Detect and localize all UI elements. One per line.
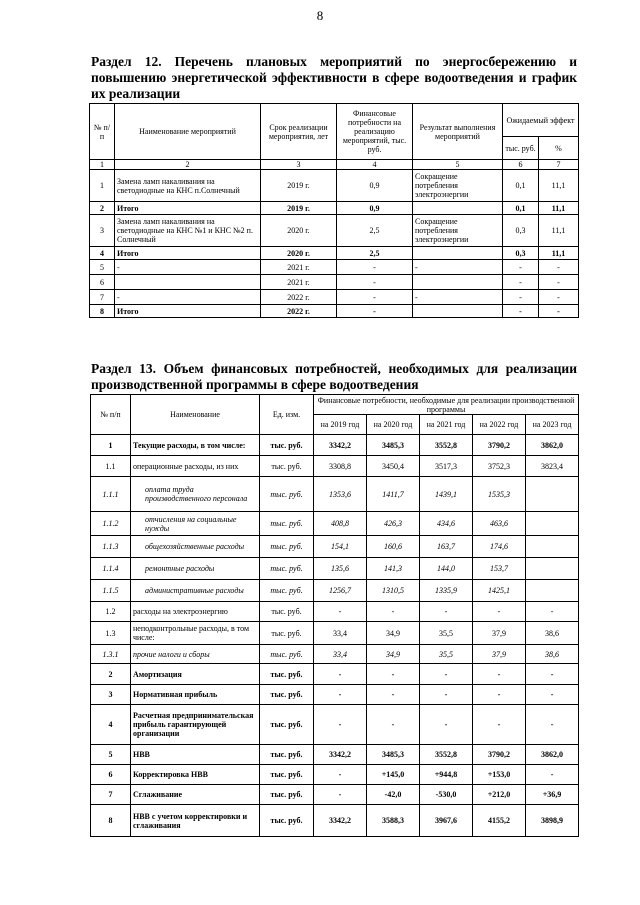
table-row	[90, 215, 579, 247]
section-12-table	[89, 103, 579, 318]
row-number: 8	[90, 305, 115, 318]
table-row	[91, 685, 579, 705]
value-cell: 38,6	[526, 622, 579, 645]
value-cell: 1335,9	[420, 580, 473, 602]
table-row	[91, 765, 579, 785]
row-number: 3	[91, 685, 131, 705]
row-name: НВВ с учетом корректировки и сглаживания	[131, 805, 260, 837]
value-cell: -	[526, 705, 579, 745]
effect-pct-cell: 11,1	[539, 215, 579, 247]
column-number: 2	[115, 160, 261, 170]
unit-cell: тыс. руб.	[260, 664, 314, 685]
col-header-effect-pct: %	[539, 137, 579, 160]
value-cell: +153,0	[473, 765, 526, 785]
table-row	[91, 536, 579, 558]
value-cell: 35,5	[420, 645, 473, 664]
table-row	[91, 456, 579, 477]
column-number: 5	[413, 160, 503, 170]
value-cell: -	[367, 602, 420, 622]
row-number: 2	[91, 664, 131, 685]
value-cell: 154,1	[314, 536, 367, 558]
value-cell: 3790,2	[473, 745, 526, 765]
table-row	[91, 622, 579, 645]
row-number: 1.2	[91, 602, 131, 622]
finance-cell: 2,5	[337, 247, 413, 260]
column-number: 3	[261, 160, 337, 170]
term-cell: 2020 г.	[261, 247, 337, 260]
unit-cell: тыс. руб.	[260, 622, 314, 645]
total-row	[90, 247, 579, 260]
total-row	[90, 305, 579, 318]
row-number: 2	[90, 202, 115, 215]
col-header-finance: Финансовые потребности на реализацию мероприятий, тыс. руб.	[337, 104, 413, 160]
row-name: Текущие расходы, в том числе:	[131, 435, 260, 456]
effect-rub-cell: 0,1	[503, 202, 539, 215]
value-cell: -	[526, 664, 579, 685]
measure-name: -	[115, 290, 261, 305]
column-number: 1	[90, 160, 115, 170]
value-cell: 3308,8	[314, 456, 367, 477]
unit-cell: тыс. руб.	[260, 765, 314, 785]
value-cell: 3898,9	[526, 805, 579, 837]
result-cell: Сокращение потребления электроэнергии	[413, 170, 503, 202]
value-cell: 3862,0	[526, 745, 579, 765]
measure-name: Замена ламп накаливания на светодиодные на КНС п.Солнечный	[115, 170, 261, 202]
total-row	[90, 202, 579, 215]
row-name: Корректировка НВВ	[131, 765, 260, 785]
value-cell: 141,3	[367, 558, 420, 580]
row-number: 1.3.1	[91, 645, 131, 664]
unit-cell: тыс. руб.	[260, 785, 314, 805]
measure-name: Итого	[115, 202, 261, 215]
value-cell	[526, 477, 579, 512]
measure-name: Замена ламп накаливания на светодиодные на КНС №1 и КНС №2 п. Солнечный	[115, 215, 261, 247]
finance-cell: -	[337, 305, 413, 318]
row-name: общехозяйственные расходы	[131, 536, 260, 558]
col-header-name: Наименование	[131, 395, 260, 435]
row-name: Сглаживание	[131, 785, 260, 805]
value-cell: 153,7	[473, 558, 526, 580]
value-cell: 3517,3	[420, 456, 473, 477]
value-cell: 3342,2	[314, 805, 367, 837]
row-number: 5	[90, 260, 115, 275]
value-cell: 33,4	[314, 645, 367, 664]
section-13-title: Раздел 13. Объем финансовых потребностей, необходимых для реализации производственной программы в сфере водоотведения	[91, 361, 577, 392]
effect-pct-cell: 11,1	[539, 247, 579, 260]
value-cell: 3752,3	[473, 456, 526, 477]
term-cell: 2021 г.	[261, 260, 337, 275]
term-cell: 2022 г.	[261, 290, 337, 305]
effect-pct-cell: -	[539, 290, 579, 305]
value-cell	[526, 558, 579, 580]
column-number: 7	[539, 160, 579, 170]
value-cell: -	[420, 602, 473, 622]
value-cell: 3790,2	[473, 435, 526, 456]
row-name: НВВ	[131, 745, 260, 765]
col-header-result: Результат выполнения мероприятий	[413, 104, 503, 160]
row-number: 7	[90, 290, 115, 305]
effect-rub-cell: -	[503, 260, 539, 275]
result-cell: Сокращение потребления электроэнергии	[413, 215, 503, 247]
value-cell: 4155,2	[473, 805, 526, 837]
value-cell: 3552,8	[420, 435, 473, 456]
value-cell: 463,6	[473, 512, 526, 536]
table-row	[90, 260, 579, 275]
unit-cell: тыс. руб.	[260, 477, 314, 512]
effect-rub-cell: 0,3	[503, 247, 539, 260]
row-name: неподконтрольные расходы, в том числе:	[131, 622, 260, 645]
value-cell: 3342,2	[314, 745, 367, 765]
value-cell: 3485,3	[367, 745, 420, 765]
table-row	[91, 558, 579, 580]
table-header-row	[91, 395, 579, 415]
value-cell: 408,8	[314, 512, 367, 536]
value-cell: 1256,7	[314, 580, 367, 602]
effect-rub-cell: -	[503, 305, 539, 318]
unit-cell: тыс. руб.	[260, 512, 314, 536]
row-number: 6	[91, 765, 131, 785]
value-cell: 3450,4	[367, 456, 420, 477]
unit-cell: тыс. руб.	[260, 705, 314, 745]
row-number: 8	[91, 805, 131, 837]
result-cell	[413, 305, 503, 318]
col-header-name: Наименование мероприятий	[115, 104, 261, 160]
col-header-finance: Финансовые потребности, необходимые для реализации производственной программы	[314, 395, 579, 415]
col-header-effect-rub: тыс. руб.	[503, 137, 539, 160]
effect-rub-cell: -	[503, 275, 539, 290]
value-cell: 33,4	[314, 622, 367, 645]
row-name: прочие налоги и сборы	[131, 645, 260, 664]
section-13-table	[90, 394, 579, 837]
value-cell: 3967,6	[420, 805, 473, 837]
unit-cell: тыс. руб.	[260, 645, 314, 664]
value-cell: -	[367, 664, 420, 685]
value-cell: 144,0	[420, 558, 473, 580]
table-row	[91, 435, 579, 456]
finance-cell: 0,9	[337, 202, 413, 215]
table-row	[91, 745, 579, 765]
unit-cell: тыс. руб.	[260, 602, 314, 622]
row-name: ремонтные расходы	[131, 558, 260, 580]
row-number: 1	[90, 170, 115, 202]
result-cell	[413, 247, 503, 260]
table-row	[90, 275, 579, 290]
value-cell: 35,5	[420, 622, 473, 645]
row-number: 1.1.2	[91, 512, 131, 536]
table-row	[90, 290, 579, 305]
row-name: операционные расходы, из них	[131, 456, 260, 477]
finance-cell: -	[337, 275, 413, 290]
effect-pct-cell: -	[539, 275, 579, 290]
finance-cell: 2,5	[337, 215, 413, 247]
value-cell: 37,9	[473, 645, 526, 664]
unit-cell: тыс. руб.	[260, 580, 314, 602]
row-number: 4	[91, 705, 131, 745]
unit-cell: тыс. руб.	[260, 805, 314, 837]
value-cell: -	[314, 705, 367, 745]
value-cell: 1439,1	[420, 477, 473, 512]
unit-cell: тыс. руб.	[260, 435, 314, 456]
value-cell	[526, 536, 579, 558]
col-header-year: на 2020 год	[367, 415, 420, 435]
column-number: 4	[337, 160, 413, 170]
page-number: 8	[316, 8, 324, 23]
row-number: 1.3	[91, 622, 131, 645]
value-cell: 163,7	[420, 536, 473, 558]
value-cell: -	[314, 602, 367, 622]
value-cell: 38,6	[526, 645, 579, 664]
table-row	[91, 785, 579, 805]
value-cell	[526, 580, 579, 602]
value-cell: +145,0	[367, 765, 420, 785]
value-cell: 1425,1	[473, 580, 526, 602]
value-cell: +944,8	[420, 765, 473, 785]
value-cell: 1411,7	[367, 477, 420, 512]
row-number: 5	[91, 745, 131, 765]
row-name: Нормативная прибыль	[131, 685, 260, 705]
effect-pct-cell: 11,1	[539, 202, 579, 215]
value-cell	[526, 512, 579, 536]
value-cell: 3823,4	[526, 456, 579, 477]
finance-cell: -	[337, 290, 413, 305]
row-name: Расчетная предпринимательская прибыль гарантирующей организации	[131, 705, 260, 745]
value-cell: -530,0	[420, 785, 473, 805]
result-cell: -	[413, 260, 503, 275]
value-cell: -	[420, 685, 473, 705]
value-cell: -	[526, 685, 579, 705]
row-number: 1.1.3	[91, 536, 131, 558]
value-cell: -42,0	[367, 785, 420, 805]
value-cell: -	[314, 685, 367, 705]
measure-name	[115, 275, 261, 290]
row-number: 1	[91, 435, 131, 456]
unit-cell: тыс. руб.	[260, 558, 314, 580]
value-cell: 1535,3	[473, 477, 526, 512]
column-number-row	[90, 160, 579, 170]
value-cell: 34,9	[367, 645, 420, 664]
row-name: отчисления на социальные нужды	[131, 512, 260, 536]
value-cell: -	[420, 705, 473, 745]
value-cell: -	[473, 664, 526, 685]
table-row	[91, 580, 579, 602]
value-cell: 3862,0	[526, 435, 579, 456]
effect-pct-cell: 11,1	[539, 170, 579, 202]
table-row	[91, 477, 579, 512]
unit-cell: тыс. руб.	[260, 536, 314, 558]
col-header-year: на 2022 год	[473, 415, 526, 435]
result-cell	[413, 275, 503, 290]
value-cell: 434,6	[420, 512, 473, 536]
row-number: 1.1.1	[91, 477, 131, 512]
table-row	[91, 512, 579, 536]
row-name: административные расходы	[131, 580, 260, 602]
effect-pct-cell: -	[539, 305, 579, 318]
column-number: 6	[503, 160, 539, 170]
term-cell: 2019 г.	[261, 202, 337, 215]
row-number: 1.1	[91, 456, 131, 477]
value-cell: -	[526, 765, 579, 785]
unit-cell: тыс. руб.	[260, 456, 314, 477]
term-cell: 2019 г.	[261, 170, 337, 202]
value-cell: 3588,3	[367, 805, 420, 837]
col-header-num: № п/п	[90, 104, 115, 160]
col-header-num: № п/п	[91, 395, 131, 435]
value-cell: +212,0	[473, 785, 526, 805]
row-number: 7	[91, 785, 131, 805]
value-cell: -	[367, 685, 420, 705]
value-cell: -	[367, 705, 420, 745]
value-cell: 135,6	[314, 558, 367, 580]
col-header-year: на 2021 год	[420, 415, 473, 435]
value-cell: -	[314, 664, 367, 685]
value-cell: 3485,3	[367, 435, 420, 456]
col-header-effect: Ожидаемый эффект	[503, 104, 579, 137]
term-cell: 2021 г.	[261, 275, 337, 290]
value-cell: 3342,2	[314, 435, 367, 456]
value-cell: 3552,8	[420, 745, 473, 765]
effect-rub-cell: -	[503, 290, 539, 305]
row-number: 6	[90, 275, 115, 290]
finance-cell: 0,9	[337, 170, 413, 202]
value-cell: -	[526, 602, 579, 622]
section-12-title: Раздел 12. Перечень плановых мероприятий по энергосбережению и повышению энергетической эффективности в сфере водоотведения и график их реализации	[91, 54, 577, 101]
measure-name: Итого	[115, 247, 261, 260]
effect-rub-cell: 0,1	[503, 170, 539, 202]
table-row	[90, 170, 579, 202]
table-row	[91, 664, 579, 685]
col-header-year: на 2019 год	[314, 415, 367, 435]
unit-cell: тыс. руб.	[260, 685, 314, 705]
row-name: Амортизация	[131, 664, 260, 685]
finance-cell: -	[337, 260, 413, 275]
value-cell: -	[473, 705, 526, 745]
term-cell: 2020 г.	[261, 215, 337, 247]
table-row	[91, 602, 579, 622]
effect-rub-cell: 0,3	[503, 215, 539, 247]
row-number: 1.1.4	[91, 558, 131, 580]
unit-cell: тыс. руб.	[260, 745, 314, 765]
effect-pct-cell: -	[539, 260, 579, 275]
value-cell: -	[314, 785, 367, 805]
table-row	[91, 805, 579, 837]
col-header-unit: Ед. изм.	[260, 395, 314, 435]
value-cell: 1310,5	[367, 580, 420, 602]
table-row	[91, 705, 579, 745]
col-header-year: на 2023 год	[526, 415, 579, 435]
term-cell: 2022 г.	[261, 305, 337, 318]
value-cell: +36,9	[526, 785, 579, 805]
row-name: оплата труда производственного персонала	[131, 477, 260, 512]
result-cell	[413, 202, 503, 215]
measure-name: Итого	[115, 305, 261, 318]
value-cell: 174,6	[473, 536, 526, 558]
value-cell: 1353,6	[314, 477, 367, 512]
row-name: расходы на электроэнергию	[131, 602, 260, 622]
value-cell: -	[314, 765, 367, 785]
table-row	[91, 645, 579, 664]
col-header-term: Срок реализации мероприятия, лет	[261, 104, 337, 160]
value-cell: 160,6	[367, 536, 420, 558]
measure-name: -	[115, 260, 261, 275]
row-number: 4	[90, 247, 115, 260]
row-number: 3	[90, 215, 115, 247]
row-number: 1.1.5	[91, 580, 131, 602]
value-cell: 426,3	[367, 512, 420, 536]
table-header-row	[90, 104, 579, 137]
result-cell: -	[413, 290, 503, 305]
value-cell: -	[473, 685, 526, 705]
value-cell: -	[473, 602, 526, 622]
value-cell: -	[420, 664, 473, 685]
value-cell: 34,9	[367, 622, 420, 645]
value-cell: 37,9	[473, 622, 526, 645]
